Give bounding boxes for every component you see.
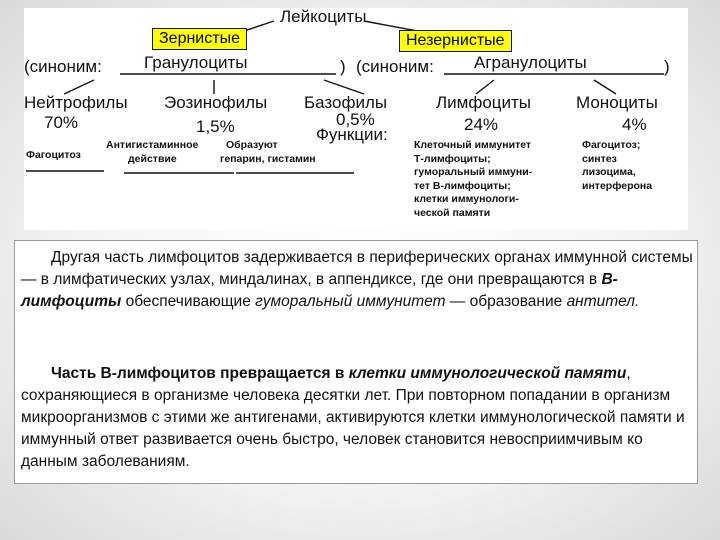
- bas-func-line: гепарин, гистамин: [220, 152, 316, 165]
- branch-neutrophils: [64, 80, 94, 94]
- branch-basophils: [324, 80, 364, 94]
- left-synonym-close: ): [340, 57, 346, 76]
- monocytes-label: Моноциты: [576, 93, 658, 112]
- mono-func-line: лизоцима,: [582, 166, 636, 178]
- paragraph-2: [21, 363, 697, 473]
- p1-text: обеспечивающие: [121, 293, 256, 310]
- left-synonym-prefix: (синоним:: [24, 57, 102, 76]
- left-synonym: Гранулоциты: [144, 53, 248, 72]
- agranular-box: Незернистые: [399, 30, 512, 52]
- mono-func-line: синтез: [582, 152, 617, 165]
- neutrophils-percent: 70%: [44, 113, 79, 132]
- lymphocytes-percent: 24%: [464, 115, 499, 134]
- leukocyte-diagram: [24, 8, 688, 230]
- eosinophils-function: [106, 139, 198, 166]
- paragraph-1: [21, 247, 697, 313]
- eos-func-line: Антигистаминное: [106, 139, 199, 151]
- branch-lymphocytes: [476, 80, 494, 94]
- eos-func-line: действие: [128, 152, 177, 165]
- lym-func-line: гуморальный иммуни-: [414, 166, 533, 178]
- p2-bold-text: Часть В-лимфоцитов превращается в: [51, 365, 349, 382]
- right-synonym-prefix: (синоним:: [356, 57, 434, 76]
- bas-func-line: Образуют: [226, 139, 278, 151]
- right-synonym-close: ): [664, 57, 670, 76]
- p1-antibodies: антител.: [566, 293, 640, 310]
- mono-func-line: Фагоцитоз;: [582, 139, 641, 151]
- mono-func-line: интерферона: [582, 179, 653, 192]
- monocytes-percent: 4%: [622, 115, 647, 134]
- granular-box: Зернистые: [152, 28, 247, 50]
- neutrophils-function: Фагоцитоз: [26, 149, 81, 161]
- right-synonym: Агранулоциты: [474, 53, 587, 72]
- p1-text: — образование: [445, 293, 567, 310]
- top-label: Лейкоциты: [280, 7, 367, 26]
- p2-text: , сохраняющиеся в организме человека десятки лет. При повторном попадании в организм микроорганизмов с этими же антигенами, активируются клетки иммунологической памяти и иммунный ответ развивается очень быстро, человек становится невосприимчивым ко данным заболеваниям.: [21, 365, 685, 470]
- lymphocytes-function: [414, 139, 532, 220]
- p2-memory-cells: клетки иммунологической памяти: [348, 365, 627, 382]
- lym-func-line: ческой памяти: [414, 206, 491, 219]
- lymphocytes-label: Лимфоциты: [436, 93, 532, 112]
- eosinophils-label: Эозинофилы: [164, 93, 268, 112]
- basophils-label: Базофилы: [304, 93, 388, 112]
- lym-func-line: Т-лимфоциты;: [414, 152, 491, 165]
- p1-humoral-immunity: гуморальный иммунитет: [255, 293, 446, 310]
- eosinophils-percent: 1,5%: [196, 117, 235, 136]
- basophils-function: [220, 139, 316, 166]
- basophils-percent: 0,5%: [336, 110, 375, 129]
- lym-func-line: клетки иммунологи-: [414, 193, 519, 205]
- p1-b-lymphocytes: В-лимфоциты: [21, 271, 618, 310]
- functions-label: Функции:: [316, 125, 388, 144]
- lym-func-line: тет В-лимфоциты;: [414, 179, 511, 192]
- monocytes-function: [582, 139, 652, 193]
- p1-text: Другая часть лимфоцитов задерживается в периферических органах иммунной системы — в лимфатических узлах, миндалинах, в аппендиксе, где они превращаются в: [21, 249, 693, 288]
- branch-monocytes: [594, 80, 616, 94]
- text-box: [14, 240, 698, 484]
- lym-func-line: Клеточный иммунитет: [414, 139, 532, 151]
- neutrophils-label: Нейтрофилы: [24, 93, 128, 112]
